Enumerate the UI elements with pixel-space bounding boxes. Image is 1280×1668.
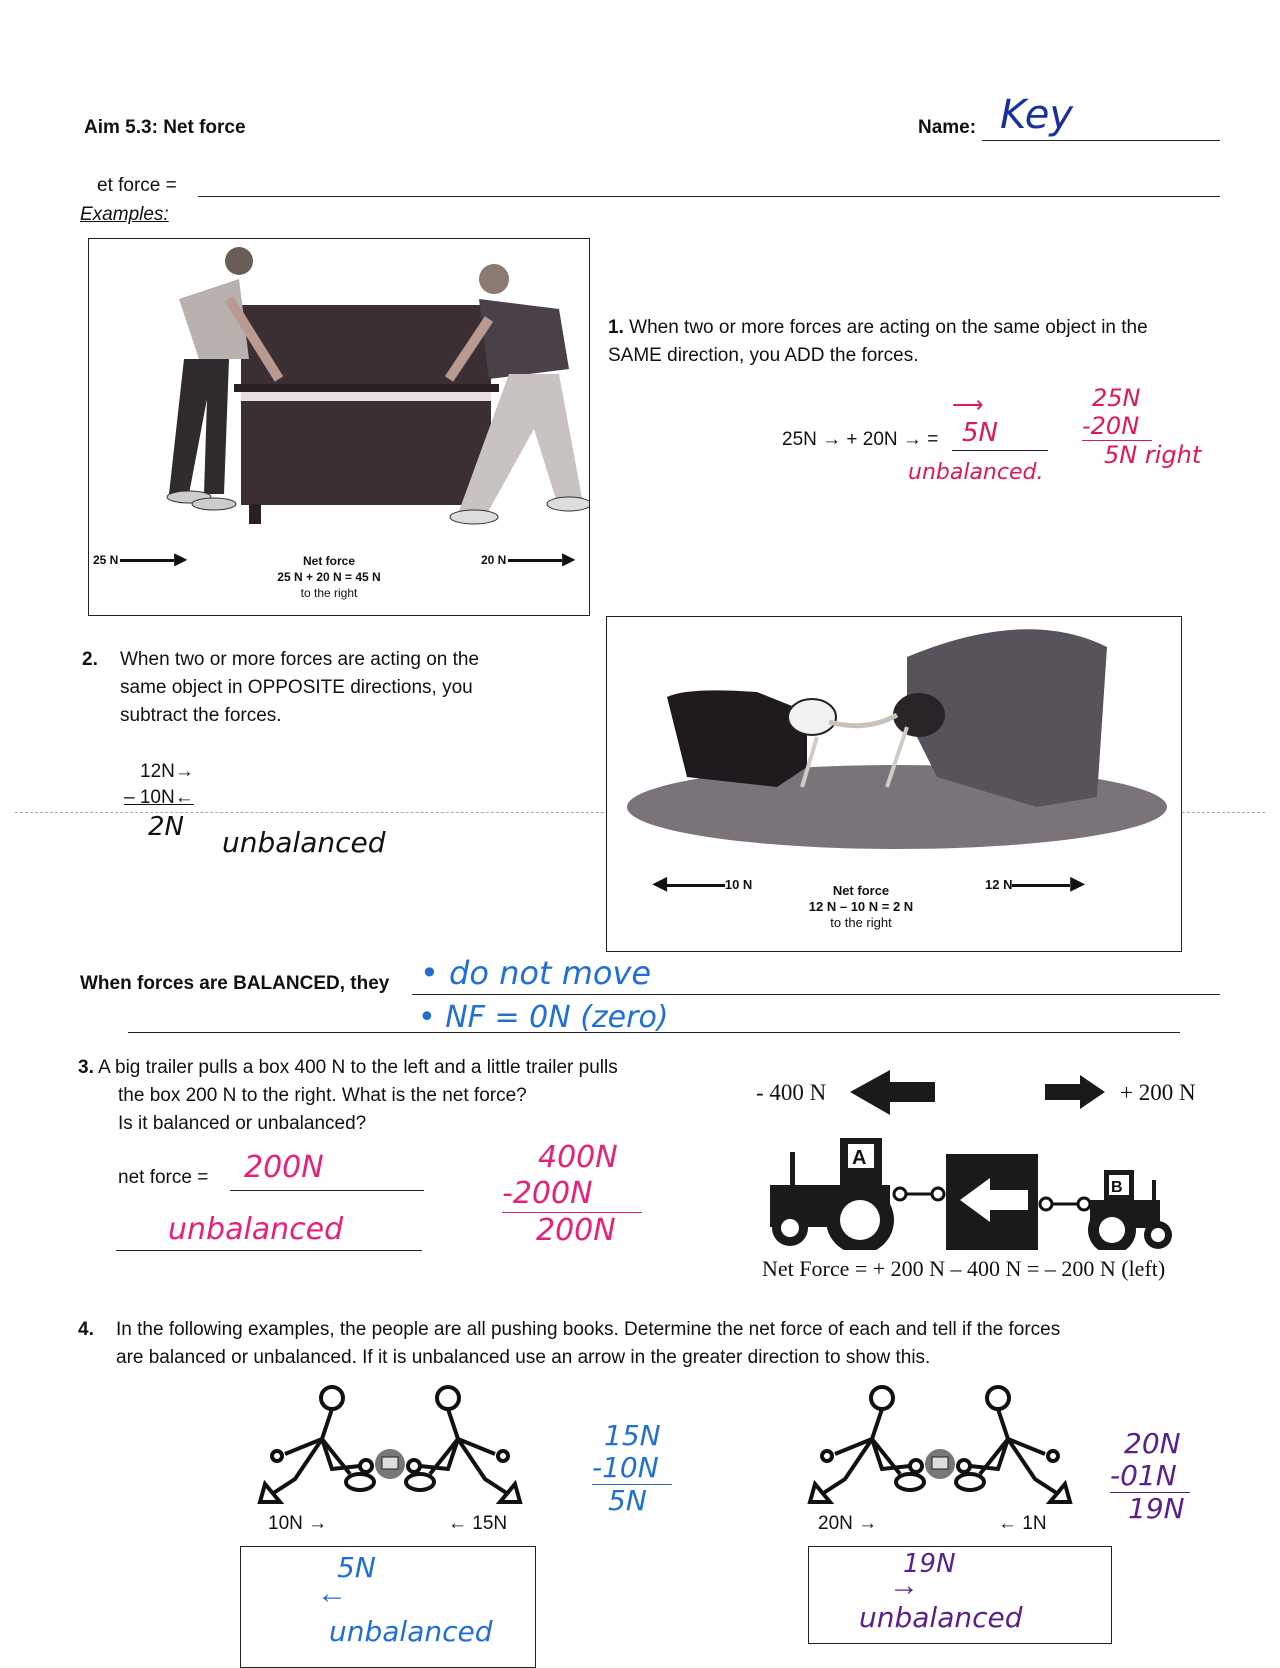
- dogs-caption-equation: 12 N – 10 N = 2 N: [808, 899, 914, 914]
- svg-text:B: B: [1111, 1179, 1123, 1196]
- stick-figures-pushing-book-2: [800, 1384, 1080, 1504]
- tractor-right-force: + 200 N: [1120, 1080, 1196, 1105]
- svg-text:A: A: [852, 1147, 867, 1169]
- arrow-left-icon: ←: [317, 1577, 347, 1610]
- q4-item2-answer: 19N: [903, 1549, 956, 1579]
- piano-caption: [259, 553, 399, 601]
- dogs-right-force: 12 N ▶: [985, 873, 1085, 893]
- balanced-answer-line-1[interactable]: [412, 994, 1220, 995]
- balanced-answer-1: • do not move: [420, 954, 652, 992]
- piano-left-force: 25 N ▶: [93, 551, 187, 568]
- example1-answer-note: unbalanced.: [908, 460, 1044, 485]
- q4-item1-work: 15N -10N 5N: [592, 1420, 672, 1517]
- dogs-caption-direction: to the right: [830, 915, 892, 930]
- tractor-caption: Net Force = + 200 N – 400 N = – 200 N (left): [762, 1256, 1166, 1281]
- example2-text: 2. When two or more forces are acting on the same object in OPPOSITE directions, you subtract the forces.: [82, 649, 480, 726]
- dogs-caption-title: Net force: [832, 883, 890, 898]
- example1-text: 1. When two or more forces are acting on the same object in the SAME direction, you ADD the forces.: [608, 317, 1148, 366]
- tractor-left-force: - 400 N: [756, 1080, 827, 1105]
- dogs-tug-of-war-illustration: [607, 617, 1181, 857]
- dogs-left-force: ◀ 10 N: [653, 873, 753, 893]
- q4-item2-answer-box[interactable]: [808, 1546, 1112, 1644]
- piano-caption-title: Net force: [302, 554, 355, 568]
- net-force-label: net force =: [118, 1167, 209, 1188]
- examples-label: Examples:: [80, 204, 169, 225]
- piano-pushing-illustration: [89, 239, 589, 539]
- name-label: Name:: [918, 117, 977, 138]
- q4-item2-left-force: 20N →: [818, 1513, 878, 1534]
- q4-item1-answer-box[interactable]: [240, 1546, 536, 1668]
- balanced-prompt: When forces are BALANCED, they: [80, 973, 390, 994]
- q4-item2-work: 20N -01N 19N: [1110, 1428, 1190, 1525]
- q4-item2-right-force: ← 1N: [998, 1513, 1047, 1534]
- net-force-definition-line[interactable]: [198, 196, 1220, 197]
- name-field-line[interactable]: [982, 140, 1220, 141]
- question3-work: 400N -200N 200N: [530, 1140, 642, 1249]
- balance-answer: unbalanced: [168, 1212, 344, 1247]
- tractor-diagram: [760, 1070, 1200, 1250]
- example2-answer: 2N: [148, 812, 184, 842]
- example2-top-value: 12N→: [140, 761, 194, 782]
- dogs-caption: [791, 883, 931, 931]
- q4-item1-status: unbalanced: [329, 1615, 493, 1648]
- example1-answer: 5N: [962, 418, 998, 448]
- q4-item1-answer: 5N: [337, 1551, 376, 1584]
- question4-text: 4. In the following examples, the people are all pushing books. Determine the net force of each and tell if the forces are balanced or unbalanced. If it is unbalanced use an arrow in the greater direction to show this.: [78, 1319, 1061, 1368]
- q4-item1-left-force: 10N →: [268, 1513, 328, 1534]
- net-force-answer-line[interactable]: [230, 1190, 424, 1191]
- piano-caption-direction: to the right: [300, 586, 358, 600]
- example2-answer-note: unbalanced: [222, 826, 386, 859]
- q4-item2-status: unbalanced: [859, 1601, 1023, 1634]
- net-force-answer: 200N: [244, 1150, 324, 1185]
- name-value: Key: [1000, 92, 1074, 138]
- stick-figures-pushing-book-1: [250, 1384, 530, 1504]
- example1-work: 25N -20N 5N right: [1082, 384, 1202, 469]
- piano-figure: [88, 238, 590, 616]
- worksheet-title: Aim 5.3: Net force: [84, 117, 246, 138]
- balanced-answer-2: • NF = 0N (zero): [418, 1000, 669, 1035]
- question3-text: 3. A big trailer pulls a box 400 N to the left and a little trailer pulls the box 200 N to the right. What is the net force? Is it balanced or unbalanced?: [78, 1057, 618, 1134]
- piano-caption-equation: 25 N + 20 N = 45 N: [277, 570, 381, 584]
- example1-equation: 25N → + 20N → =: [782, 429, 939, 450]
- arrow-right-icon: →: [889, 1569, 919, 1602]
- arrow-right-icon: ⟶: [952, 392, 984, 417]
- dogs-figure: [606, 616, 1182, 952]
- balance-answer-line[interactable]: [116, 1250, 422, 1251]
- q4-item1-right-force: ← 15N: [448, 1513, 508, 1534]
- net-force-definition-label: et force =: [97, 175, 177, 196]
- example1-answer-line[interactable]: [952, 450, 1048, 451]
- example2-subtract-value: – 10N←: [124, 787, 194, 808]
- piano-right-force: 20 N ▶: [481, 551, 575, 568]
